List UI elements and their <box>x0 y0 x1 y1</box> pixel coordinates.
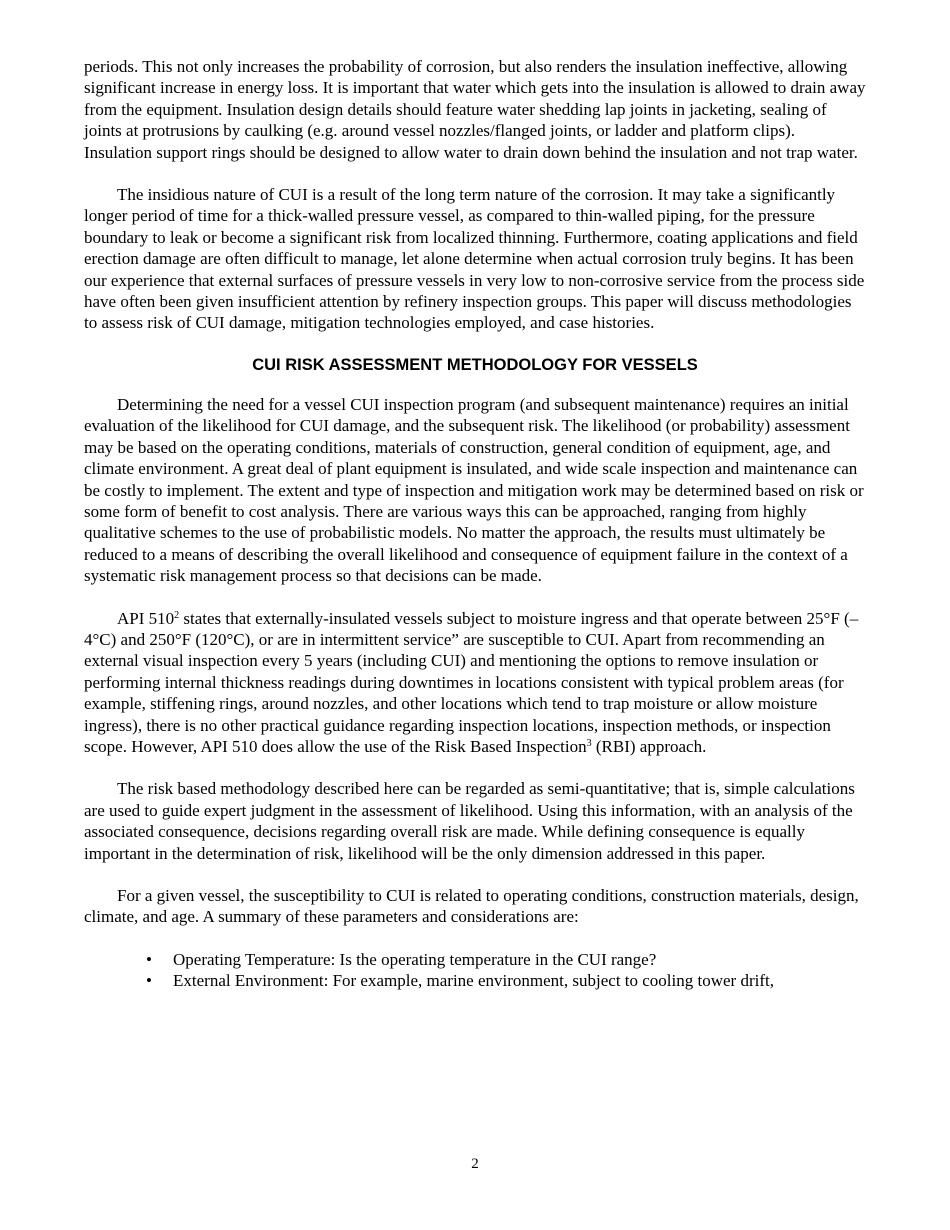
paragraph-inspection-need: Determining the need for a vessel CUI inspection program (and subsequent maintenance) requires an initial evaluation of the likelihood for CUI damage, and the subsequent risk. The likelihood (or probability) assessment may be based on the operating conditions, materials of construction, general condition of equipment, age, and climate environment. A great deal of plant equipment is insulated, and wide scale inspection and maintenance can be costly to implement. The extent and type of inspection and mitigation work may be determined based on risk or some form of benefit to cost analysis. There are various ways this can be approached, ranging from highly qualitative schemes to the use of probabilistic models. No matter the approach, the results must ultimately be reduced to a means of describing the overall likelihood and consequence of equipment failure in the context of a systematic risk management process so that decisions can be made. <box>84 394 864 586</box>
page-number: 2 <box>471 1156 479 1172</box>
list-item-text: Operating Temperature: Is the operating temperature in the CUI range? <box>173 949 657 969</box>
document-body <box>84 56 866 992</box>
paragraph-insulation-drainage: periods. This not only increases the probability of corrosion, but also renders the insulation ineffective, allowing significant increase in energy loss. It is important that water which gets into the insulation is allowed to drain away from the equipment. Insulation design details should feature water shedding lap joints in jacketing, sealing of joints at protrusions by caulking (e.g. around vessel nozzles/flanged joints, or ladder and platform clips). Insulation support rings should be designed to allow water to drain down behind the insulation and not trap water. <box>84 57 866 162</box>
list-item <box>146 949 866 970</box>
bullet-icon: • <box>146 971 152 991</box>
api-510-text-b: states that externally-insulated vessels subject to moisture ingress and that operate between 25°F (–4°C) and 250°F (120°C), or are in intermittent service” are susceptible to CUI. Apart from recommending an external visual inspection every 5 years (including CUI) and mentioning the options to remove insulation or performing internal thickness readings during downtimes in locations consistent with typical problem areas (for example, stiffening rings, around nozzles, and other locations which tend to trap moisture or allow moisture ingress), there is no other practical guidance regarding inspection locations, inspection methods, or inspection scope. However, API 510 does allow the use of the Risk Based Inspection <box>84 608 859 756</box>
api-510-text-c: (RBI) approach. <box>591 736 707 756</box>
bullet-icon: • <box>146 949 152 969</box>
list-item-text: External Environment: For example, marine environment, subject to cooling tower drift, <box>173 971 774 991</box>
paragraph-risk-methodology: The risk based methodology described here can be regarded as semi-quantitative; that is, simple calculations are used to guide expert judgment in the assessment of likelihood. Using this information, with an analysis of the associated consequence, decisions regarding overall risk are made. While defining consequence is equally important in the determination of risk, likelihood will be the only dimension addressed in this paper. <box>84 779 855 863</box>
footnote-ref-3: 3 <box>586 737 592 749</box>
section-heading: CUI RISK ASSESSMENT METHODOLOGY FOR VESSELS <box>252 355 698 374</box>
paragraph-susceptibility: For a given vessel, the susceptibility to CUI is related to operating conditions, construction materials, design, climate, and age. A summary of these parameters and considerations are: <box>84 886 859 927</box>
parameter-list <box>84 949 866 992</box>
api-510-text-a: API 510 <box>117 608 175 628</box>
paragraph-cui-nature: The insidious nature of CUI is a result of the long term nature of the corrosion. It may take a significantly longer period of time for a thick-walled pressure vessel, as compared to thin-walled piping, for the pressure boundary to leak or become a significant risk from localized thinning. Furthermore, coating applications and field erection damage are often difficult to manage, let alone determine when actual corrosion truly begins. It has been our experience that external surfaces of pressure vessels in very low to non-corrosive service from the process side have often been given insufficient attention by refinery inspection groups. This paper will discuss methodologies to assess risk of CUI damage, mitigation technologies employed, and case histories. <box>84 185 865 333</box>
footnote-ref-2: 2 <box>174 609 180 621</box>
list-item <box>146 970 866 991</box>
paragraph-api-510 <box>84 608 866 758</box>
